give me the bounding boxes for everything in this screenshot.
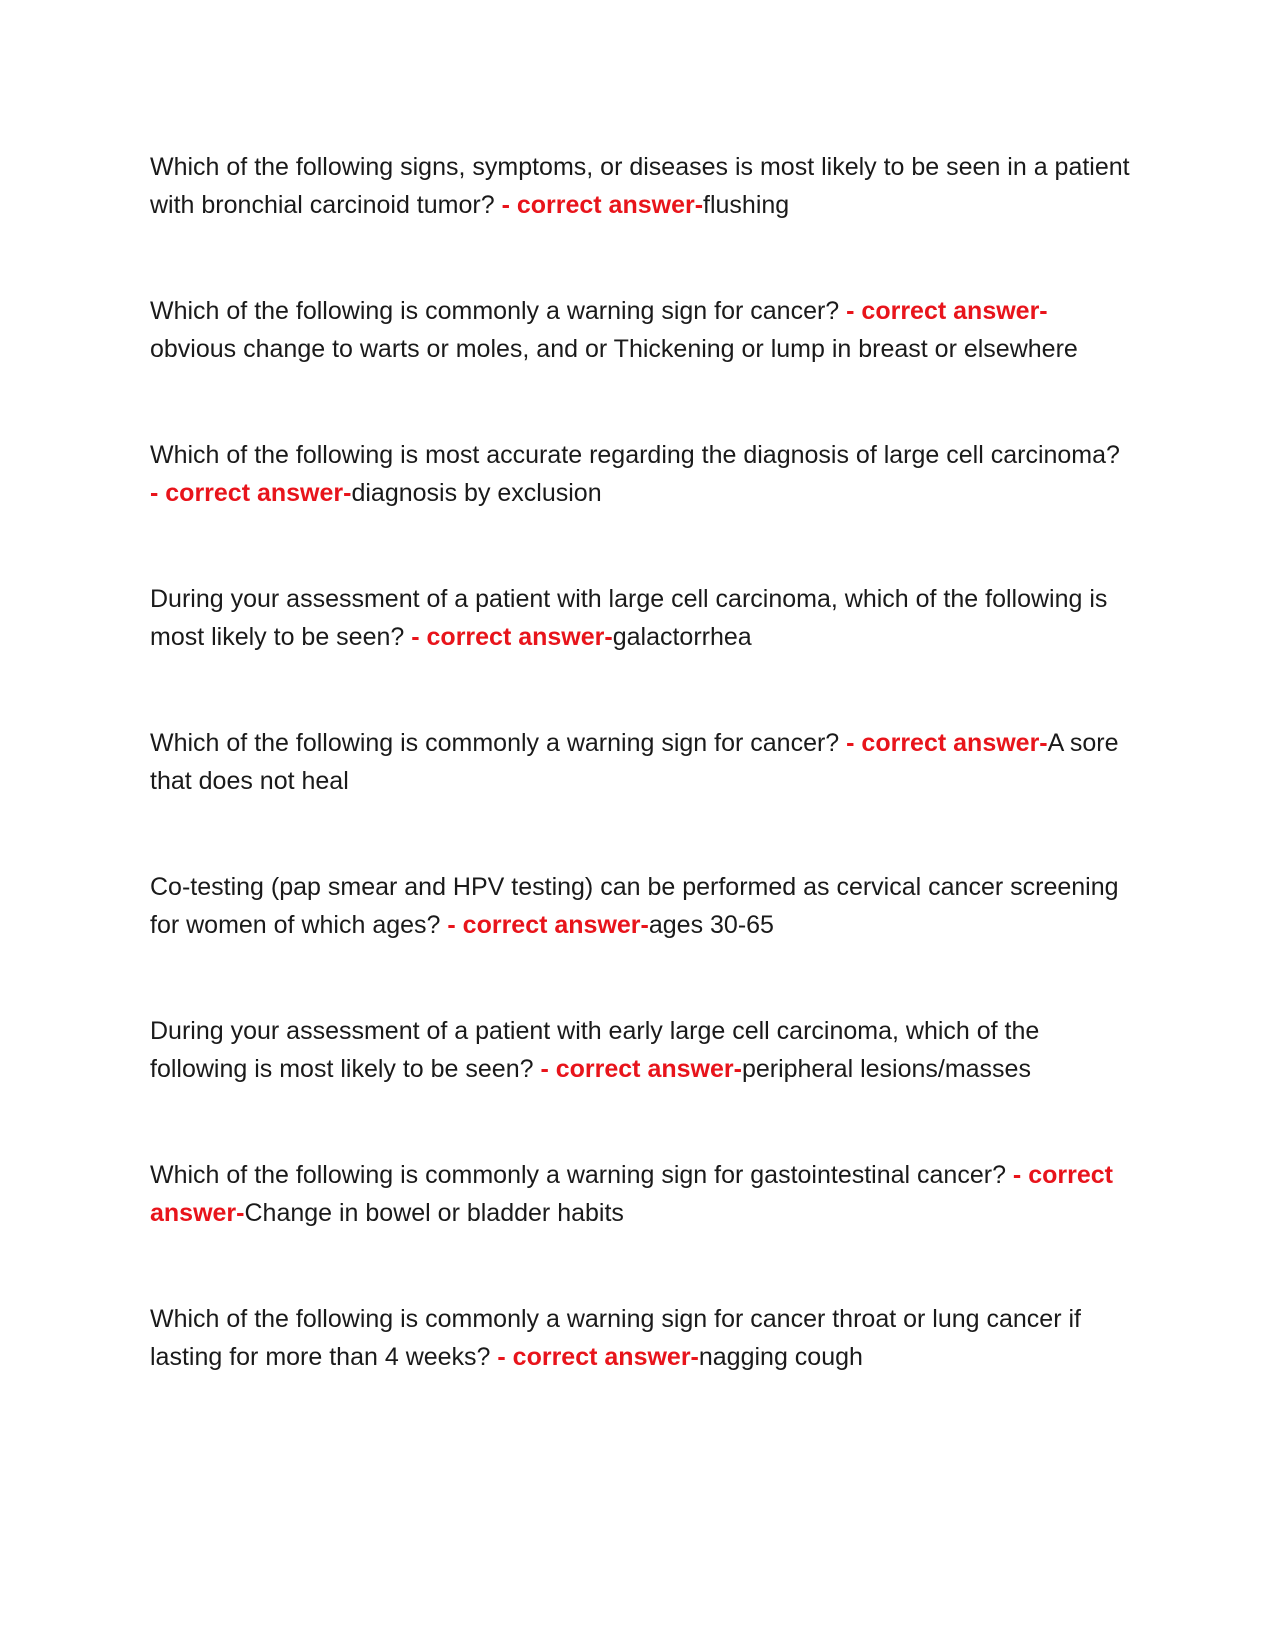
- answer-text: ages 30-65: [648, 911, 774, 939]
- question-text: Which of the following signs, symptoms, or diseases is most likely to be seen in a patient with bronchial carcinoid tumor?: [150, 153, 1130, 219]
- correct-answer-label: - correct answer-: [497, 1343, 699, 1371]
- question-text: Which of the following is commonly a warning sign for cancer?: [150, 297, 847, 325]
- qa-item-1: [150, 148, 1130, 224]
- question-text: During your assessment of a patient with large cell carcinoma, which of the following is most likely to be seen?: [150, 585, 1108, 651]
- correct-answer-label: - correct answer-: [150, 479, 352, 507]
- qa-item-2: [150, 292, 1130, 368]
- answer-text: A sore that does not heal: [150, 729, 1119, 795]
- qa-item-3: [150, 436, 1130, 512]
- answer-text: diagnosis by exclusion: [351, 479, 602, 507]
- correct-answer-label: - correct answer-: [846, 297, 1048, 325]
- qa-item-7: [150, 1012, 1130, 1088]
- qa-item-4: [150, 580, 1130, 656]
- qa-item-6: [150, 868, 1130, 944]
- question-text: Which of the following is commonly a warning sign for gastointestinal cancer?: [150, 1161, 1013, 1189]
- answer-text: galactorrhea: [612, 623, 752, 651]
- question-text: During your assessment of a patient with early large cell carcinoma, which of the following is most likely to be seen?: [150, 1017, 1040, 1083]
- question-text: Which of the following is commonly a warning sign for cancer throat or lung cancer if lasting for more than 4 weeks?: [150, 1305, 1081, 1371]
- answer-text: peripheral lesions/masses: [741, 1055, 1031, 1083]
- answer-text: flushing: [703, 191, 790, 219]
- answer-text: Change in bowel or bladder habits: [244, 1199, 624, 1227]
- question-text: Which of the following is most accurate regarding the diagnosis of large cell carcinoma?: [150, 441, 1120, 469]
- correct-answer-label: - correct answer-: [501, 191, 704, 219]
- correct-answer-label: - correct answer-: [411, 623, 613, 651]
- qa-item-5: [150, 724, 1130, 800]
- answer-text: nagging cough: [698, 1343, 863, 1371]
- correct-answer-label: - correct answer-: [846, 729, 1048, 757]
- answer-text: obvious change to warts or moles, and or Thickening or lump in breast or elsewhere: [150, 335, 1078, 363]
- correct-answer-label: - correct answer-: [150, 1161, 1113, 1227]
- question-text: Which of the following is commonly a warning sign for cancer?: [150, 729, 847, 757]
- correct-answer-label: - correct answer-: [540, 1055, 742, 1083]
- qa-item-8: [150, 1156, 1130, 1232]
- question-text: Co-testing (pap smear and HPV testing) can be performed as cervical cancer screening for women of which ages?: [150, 873, 1119, 939]
- question-answer-list: [150, 148, 1130, 1444]
- qa-item-9: [150, 1300, 1130, 1376]
- correct-answer-label: - correct answer-: [447, 911, 649, 939]
